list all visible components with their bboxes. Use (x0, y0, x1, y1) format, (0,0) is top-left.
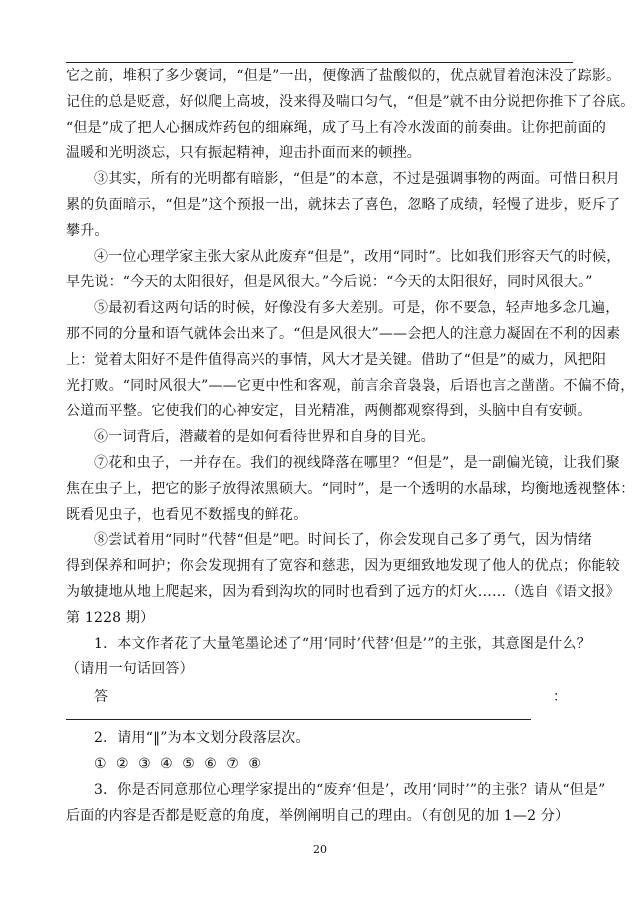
passage-line: ⑦花和虫子，一并存在。我们的视线降落在哪里？“但是”，是一副偏光镜，让我们聚 (94, 454, 620, 471)
passage-line: 上：觉着太阳好不是件值得高兴的事情，风大才是关键。借助了“但是”的威力，风把阳 (66, 351, 607, 368)
document-body (66, 64, 635, 829)
passage-line: 记住的总是贬意，好似爬上高坡，没来得及喘口匀气，“但是”就不由分说把你推下了谷底。 (66, 93, 635, 110)
question-1-line-1: 1．本文作者花了大量笔墨论述了“用‘同时’代替‘但是’”的主张，其意图是什么？ (94, 635, 591, 652)
passage-line: 公道而平整。它使我们的心神安定，目光精准，两侧都观察得到，头脑中自有安顿。 (66, 403, 592, 420)
passage-text (66, 64, 635, 632)
question-2: 2．请用“‖”为本文划分段落层次。 (94, 730, 310, 747)
answer-label: 答 (94, 689, 108, 706)
passage-line: 它之前，堆积了多少褒词，“但是”一出，便像洒了盐酸似的，优点就冒着泡沫没了踪影。 (66, 68, 621, 84)
passage-line: 得到保养和呵护；你会发现拥有了宽容和慈悲，因为更细致地发现了他人的优点；你能较 (66, 558, 620, 575)
passage-line: 既看见虫子，也看见不数摇曳的鲜花。 (66, 506, 308, 523)
passage-line: ④一位心理学家主张大家从此废弃“但是”，改用“同时”。比如我们形容天气的时候， (94, 248, 621, 265)
passage-line: 光打败。“同时风很大”——它更中性和客观，前言余音袅袅，后语也言之凿凿。不偏不倚， (66, 377, 635, 394)
passage-line: 累的负面暗示，“但是”这个预报一出，就抹去了喜色，忽略了成绩，轻慢了进步，贬斥了 (66, 196, 621, 213)
passage-line: 温暖和光明淡忘，只有振起精神，迎击扑面而来的顿挫。 (66, 145, 421, 162)
passage-line: “但是”成了把人心捆成炸药包的细麻绳，成了马上有冷水泼面的前奏曲。让你把前面的 (66, 119, 607, 136)
answer-line[interactable] (66, 683, 573, 711)
passage-line: 早先说：“今天的太阳很好，但是风很大。”今后说：“今天的太阳很好，同时风很大。” (66, 274, 593, 291)
passage-line: 第 1228 期） (66, 609, 155, 626)
passage-line: ⑤最初看这两句话的时候，好像没有多大差别。可是，你不要急，轻声地多念几遍， (94, 300, 620, 317)
passage-line: ③其实，所有的光明都有暗影，“但是”的本意，不过是强调事物的两面。可惜日积月 (94, 171, 620, 188)
answer-rule (66, 719, 531, 720)
header-rule (66, 62, 573, 63)
question-3-line-2: 后面的内容是否都是贬意的角度，举例阐明自己的理由。（有创见的加 1—2 分） (66, 807, 570, 824)
passage-line: 攀升。 (66, 222, 109, 239)
question-1-line-2: （请用一句话回答） (66, 661, 194, 678)
passage-line: ⑧尝试着用“同时”代替“但是”吧。时间长了，你会发现自己多了勇气，因为情绪 (94, 532, 593, 549)
passage-line: 焦在虫子上，把它的影子放得浓黑硕大。“同时”，是一个透明的水晶球，均衡地透视整体： (66, 480, 635, 497)
passage-line: 为敏捷地从地上爬起来，因为看到沟坎的同时也看到了远方的灯火……（选自《语文报》 (66, 583, 620, 600)
passage-line: ⑥一词背后，潜藏着的是如何看待世界和自身的目光。 (94, 429, 435, 446)
question-3-line-1: 3．你是否同意那位心理学家提出的“废弃‘但是’，改用‘同时’”的主张？请从“但是” (94, 781, 606, 798)
page-number: 20 (313, 843, 327, 856)
paragraph-markers: ① ② ③ ④ ⑤ ⑥ ⑦ ⑧ (94, 755, 262, 772)
answer-colon: ： (553, 689, 567, 706)
passage-line: 那不同的分量和语气就体会出来了。“但是风很大”——会把人的注意力凝固在不利的因素 (66, 325, 621, 342)
